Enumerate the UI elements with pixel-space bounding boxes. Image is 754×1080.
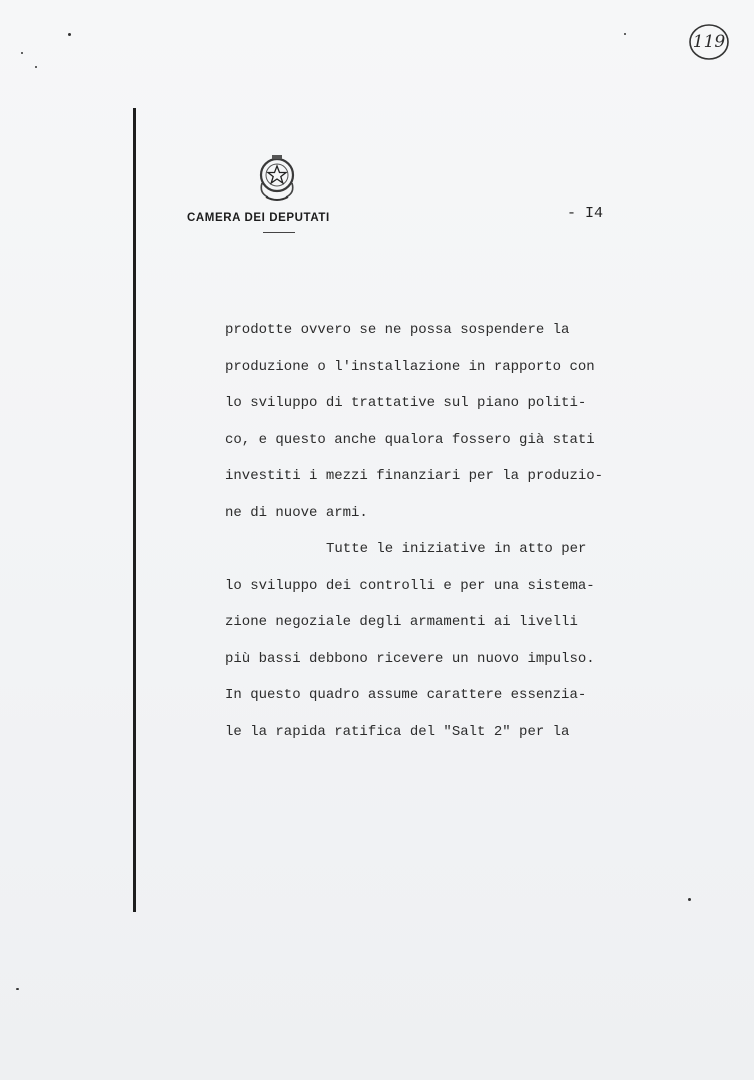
- text-line: produzione o l'installazione in rapporto con: [225, 358, 595, 375]
- text-line: investiti i mezzi finanziari per la produzio-: [225, 468, 604, 484]
- scan-speck: [624, 33, 626, 35]
- scan-speck: [688, 898, 691, 901]
- page-number: - I4: [567, 205, 604, 222]
- margin-rule: [133, 108, 136, 912]
- archive-stamp: [688, 22, 730, 62]
- text-line: più bassi debbono ricevere un nuovo impulso.: [225, 650, 595, 667]
- body-paragraphs: [225, 318, 655, 756]
- text-line: ne di nuove armi.: [225, 504, 368, 521]
- text-line: prodotte ovvero se ne possa sospendere la: [225, 322, 570, 338]
- text-line: zione negoziale degli armamenti ai livelli: [225, 614, 578, 630]
- text-line: co, e questo anche qualora fossero già stati: [225, 431, 595, 448]
- text-line: le la rapida ratifica del "Salt 2" per la: [225, 723, 570, 740]
- institution-title: CAMERA DEI DEPUTATI: [187, 212, 330, 224]
- header-divider: [263, 232, 295, 233]
- text-line: lo sviluppo di trattative sul piano politi-: [225, 395, 587, 411]
- text-line: lo sviluppo dei controlli e per una sistema-: [225, 577, 595, 594]
- scan-speck: [16, 988, 19, 990]
- italian-republic-emblem-icon: [254, 153, 300, 203]
- scan-speck: [68, 33, 71, 36]
- text-line: In questo quadro assume carattere essenzia-: [225, 687, 587, 703]
- scan-speck: [35, 66, 37, 68]
- text-line-indented: Tutte le iniziative in atto per: [326, 541, 587, 557]
- stamp-number: 119: [692, 32, 726, 52]
- scan-speck: [21, 52, 23, 54]
